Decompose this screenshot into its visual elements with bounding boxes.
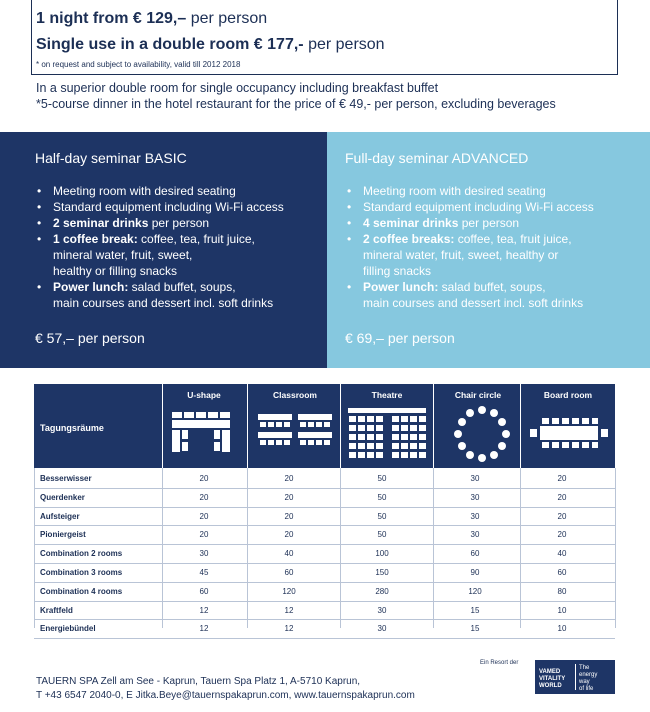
logo-text: The (579, 665, 590, 671)
seminar-advanced-item-text: filling snacks (363, 264, 432, 278)
capacity-cell: 20 (557, 511, 567, 521)
capacity-cell: 12 (284, 624, 294, 634)
capacity-cell: 30 (470, 492, 480, 502)
price-single-use-amount: Single use in a double room € 177,- (36, 36, 304, 53)
seminar-basic-price: € 57,– per person (35, 330, 145, 346)
capacity-cell: 12 (199, 605, 209, 615)
classroom-layout-icon (256, 408, 334, 458)
logo-text: VAMED (539, 669, 561, 675)
capacity-cell: 10 (557, 605, 567, 615)
capacity-cell: 30 (199, 549, 209, 559)
capacity-cell: 100 (375, 549, 389, 559)
table-row-header-label: Tagungsräume (40, 423, 104, 433)
seminar-basic-item (53, 199, 284, 215)
room-name: Kraftfeld (40, 605, 73, 615)
seminar-basic-item-bold: 2 seminar drinks (53, 216, 149, 230)
seminar-advanced-item-bold: Power lunch: (363, 280, 439, 294)
seminar-advanced-item-text: coffee, tea, fruit juice, (454, 232, 572, 246)
table-row (34, 508, 615, 527)
offer-description-line: In a superior double room for single occupancy including breakfast buffet (36, 81, 439, 95)
divider (31, 0, 32, 75)
capacity-cell: 20 (557, 530, 567, 540)
seminar-basic-item-text: Standard equipment including Wi-Fi access (53, 200, 284, 214)
capacity-cell: 50 (377, 492, 387, 502)
seminar-basic-item (53, 295, 284, 311)
seminar-basic-item-text: coffee, tea, fruit juice, (137, 232, 255, 246)
theatre-layout-icon (346, 406, 430, 462)
room-name: Besserwisser (40, 474, 92, 483)
seminar-advanced-price: € 69,– per person (345, 330, 455, 346)
logo-left-text (539, 669, 565, 690)
capacity-cell: 20 (284, 530, 294, 540)
seminar-advanced-item (363, 215, 594, 231)
resort-label: Ein Resort der (480, 660, 519, 666)
divider (617, 0, 618, 75)
capacity-cell: 60 (557, 567, 567, 577)
seminar-basic-item-text: Meeting room with desired seating (53, 184, 236, 198)
room-name: Energiebündel (40, 624, 96, 634)
board-room-layout-icon (526, 414, 612, 454)
room-name: Pioniergeist (40, 530, 86, 540)
seminar-advanced-list (345, 183, 594, 311)
footer-address (36, 675, 415, 703)
capacity-cell: 30 (470, 530, 480, 540)
capacity-cell: 12 (284, 605, 294, 615)
seminar-advanced-item (363, 247, 594, 263)
seminar-basic-item (53, 215, 284, 231)
table-row (34, 564, 615, 583)
room-name: Querdenker (40, 492, 85, 502)
divider (162, 384, 163, 468)
capacity-cell: 280 (375, 586, 389, 596)
seminar-advanced-item-text: main courses and dessert incl. soft drinks (363, 296, 584, 310)
capacity-cell: 20 (199, 530, 209, 540)
room-name: Combination 4 rooms (40, 586, 123, 596)
u-shape-layout-icon (168, 408, 240, 458)
capacity-cell: 20 (284, 511, 294, 521)
seminar-basic-item (53, 231, 284, 247)
capacity-cell: 60 (199, 586, 209, 596)
logo-text: of life (579, 686, 594, 692)
logo-text: VITALITY (539, 676, 566, 682)
column-header-theatre: Theatre (371, 390, 403, 400)
seminar-advanced-item (363, 263, 594, 279)
seminar-advanced-title: Full-day seminar ADVANCED (345, 150, 529, 166)
capacity-cell: 15 (470, 624, 480, 634)
capacity-cell: 20 (284, 474, 294, 483)
divider (340, 384, 341, 468)
seminar-basic-item (53, 279, 284, 295)
logo-text: way (579, 679, 590, 685)
seminar-basic-item-text: salad buffet, soups, (128, 280, 236, 294)
price-one-night (36, 10, 267, 28)
capacity-cell: 50 (377, 511, 387, 521)
capacity-cell: 120 (468, 586, 482, 596)
seminar-advanced-item (363, 183, 594, 199)
offer-description (36, 80, 556, 112)
seminar-advanced-item-bold: 4 seminar drinks (363, 216, 459, 230)
capacity-cell: 15 (470, 605, 480, 615)
divider (247, 384, 248, 468)
capacity-cell: 50 (377, 530, 387, 540)
capacity-cell: 90 (470, 567, 480, 577)
seminar-advanced-item-text: Standard equipment including Wi-Fi access (363, 200, 594, 214)
table-row (34, 470, 615, 489)
table-row (34, 489, 615, 508)
vamed-logo (535, 660, 615, 694)
seminar-basic-list (35, 183, 284, 311)
seminar-advanced-item (363, 231, 594, 247)
seminar-advanced-item (363, 295, 594, 311)
divider (575, 664, 576, 690)
capacity-cell: 20 (199, 492, 209, 502)
column-header-classroom: Classroom (273, 390, 317, 400)
seminar-basic-title: Half-day seminar BASIC (35, 150, 187, 166)
seminar-basic-item-text: mineral water, fruit, sweet, (53, 248, 193, 262)
divider (31, 74, 618, 75)
capacity-cell: 20 (557, 492, 567, 502)
capacity-cell: 80 (557, 586, 567, 596)
logo-text: WORLD (539, 683, 562, 689)
divider (615, 468, 616, 628)
seminar-advanced-item (363, 199, 594, 215)
capacity-cell: 50 (377, 474, 387, 483)
price-one-night-amount: 1 night from € 129,– (36, 10, 187, 27)
seminar-advanced-item (363, 279, 594, 295)
price-single-use-unit: per person (303, 36, 385, 53)
logo-right-text (579, 665, 597, 693)
table-row (34, 620, 615, 639)
capacity-cell: 60 (284, 567, 294, 577)
room-name: Combination 2 rooms (40, 549, 123, 559)
seminar-advanced-item-text: Meeting room with desired seating (363, 184, 546, 198)
logo-text: energy (579, 672, 598, 678)
divider (520, 384, 521, 468)
capacity-table-body (34, 470, 615, 639)
capacity-cell: 10 (557, 624, 567, 634)
room-name: Combination 3 rooms (40, 567, 123, 577)
seminar-basic-item (53, 247, 284, 263)
fine-print: * on request and subject to availability, valid till 2012 2018 (36, 60, 241, 69)
seminar-basic-item-text: per person (148, 216, 210, 230)
room-name: Aufsteiger (40, 511, 80, 521)
column-header-chair-circle: Chair circle (454, 390, 502, 400)
seminar-basic-panel (0, 132, 327, 368)
capacity-cell: 30 (377, 624, 387, 634)
capacity-cell: 30 (470, 511, 480, 521)
capacity-cell: 150 (375, 567, 389, 577)
table-row (34, 602, 615, 621)
price-one-night-unit: per person (186, 10, 268, 27)
seminar-basic-item-bold: 1 coffee break: (53, 232, 138, 246)
capacity-cell: 30 (470, 474, 480, 483)
capacity-cell: 40 (284, 549, 294, 559)
capacity-cell: 20 (557, 474, 567, 483)
column-header-u-shape: U-shape (187, 390, 221, 400)
table-row (34, 545, 615, 564)
seminar-advanced-item-text: salad buffet, soups, (438, 280, 546, 294)
capacity-cell: 60 (470, 549, 480, 559)
price-single-use (36, 36, 385, 54)
table-row (34, 526, 615, 545)
seminar-basic-item-bold: Power lunch: (53, 280, 129, 294)
seminar-advanced-item-text: mineral water, fruit, sweet, healthy or (363, 248, 559, 262)
chair-circle-layout-icon (452, 404, 512, 464)
capacity-cell: 45 (199, 567, 209, 577)
capacity-cell: 20 (284, 492, 294, 502)
capacity-cell: 30 (377, 605, 387, 615)
column-header-board-room: Board room (543, 390, 593, 400)
pricing-section (0, 0, 650, 132)
footer-contact-line: T +43 6547 2040-0, E Jitka.Beye@tauernspakaprun.com, www.tauernspakaprun.com (36, 690, 415, 701)
capacity-cell: 20 (199, 511, 209, 521)
capacity-cell: 40 (557, 549, 567, 559)
seminar-basic-item-text: main courses and dessert incl. soft drinks (53, 296, 274, 310)
capacity-cell: 120 (282, 586, 296, 596)
table-row (34, 583, 615, 602)
seminar-advanced-item-text: per person (458, 216, 520, 230)
capacity-cell: 12 (199, 624, 209, 634)
footer-address-line: TAUERN SPA Zell am See - Kaprun, Tauern Spa Platz 1, A-5710 Kaprun, (36, 676, 361, 687)
capacity-cell: 20 (199, 474, 209, 483)
seminar-basic-item-text: healthy or filling snacks (53, 264, 178, 278)
offer-description-line: *5-course dinner in the hotel restaurant for the price of € 49,- per person, excluding beverages (36, 97, 556, 111)
seminar-advanced-panel (327, 132, 650, 368)
seminar-advanced-item-bold: 2 coffee breaks: (363, 232, 455, 246)
seminar-basic-item (53, 183, 284, 199)
seminar-basic-item (53, 263, 284, 279)
divider (433, 384, 434, 468)
